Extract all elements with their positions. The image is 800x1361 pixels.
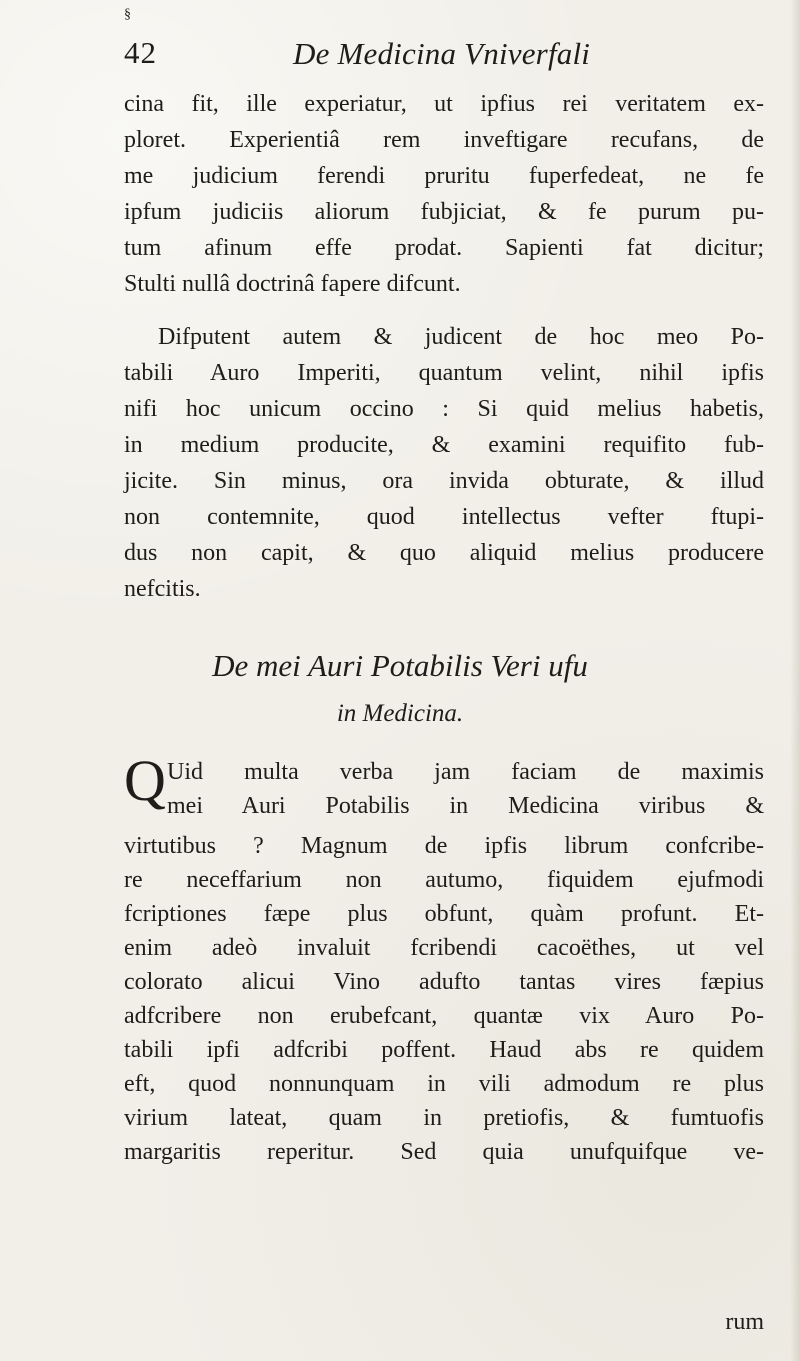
page-number: 42 [124,35,157,70]
catchword: rum [725,1309,764,1335]
text-line: nefcitis. [124,576,201,602]
text-line: margaritis reperitur. Sed quia unufquifque ve- [124,1139,764,1165]
text-line: ipfum judiciis aliorum fubjiciat, & fe purum pu- [124,199,764,225]
text-line: re neceffarium non autumo, fiquidem ejufmodi [124,867,764,893]
paragraph-2 [124,319,764,607]
text-line: colorato alicui Vino adufto tantas vires fæpius [124,969,764,995]
text-line: eft, quod nonnunquam in vili admodum re plus [124,1071,764,1097]
text-line: Difputent autem & judicent de hoc meo Po- [158,324,764,350]
text-line: nifi hoc unicum occino : Si quid melius habetis, [124,396,764,422]
text-line: Uid multa verba jam faciam de maximis [167,759,764,785]
text-line: tabili ipfi adfcribi poffent. Haud abs re quidem [124,1037,764,1063]
text-line: me judicium ferendi pruritu fuperfedeat, ne fe [124,163,764,189]
running-title: De Medicina Vniverfali [293,36,591,71]
top-mark: § [124,7,131,22]
text-line: ploret. Experientiâ rem inveftigare recufans, de [124,127,764,153]
text-line: enim adeò invaluit fcribendi cacoëthes, ut vel [124,935,764,961]
text-line: adfcribere non erubefcant, quantæ vix Auro Po- [124,1003,764,1029]
text-line: virtutibus ? Magnum de ipfis librum confcribe- [124,833,764,859]
text-line: cina fit, ille experiatur, ut ipfius rei veritatem ex- [124,91,764,117]
text-line: non contemnite, quod intellectus vefter ftupi- [124,504,764,530]
text-line: fcriptiones fæpe plus obfunt, quàm profunt. Et- [124,901,764,927]
section-subtitle: in Medicina. [336,700,464,727]
text-line: jicite. Sin minus, ora invida obturate, & illud [124,468,764,494]
text-line: tum afinum effe prodat. Sapienti fat dicitur; [124,235,764,261]
page-header [124,35,724,75]
text-line: in medium producite, & examini requifito fub- [124,432,764,458]
text-line: tabili Auro Imperiti, quantum velint, nihil ipfis [124,360,764,386]
drop-cap: Q [124,748,166,813]
paragraph-3-opening [167,755,764,823]
text-line: virium lateat, quam in pretiofis, & fumtuofis [124,1105,764,1131]
paragraph-3 [124,829,764,1169]
text-line: Stulti nullâ doctrinâ fapere difcunt. [124,271,461,297]
text-line: mei Auri Potabilis in Medicina viribus & [167,793,764,819]
section-title: De mei Auri Potabilis Veri ufu [212,648,588,683]
paragraph-1 [124,86,764,302]
text-line: dus non capit, & quo aliquid melius producere [124,540,764,566]
